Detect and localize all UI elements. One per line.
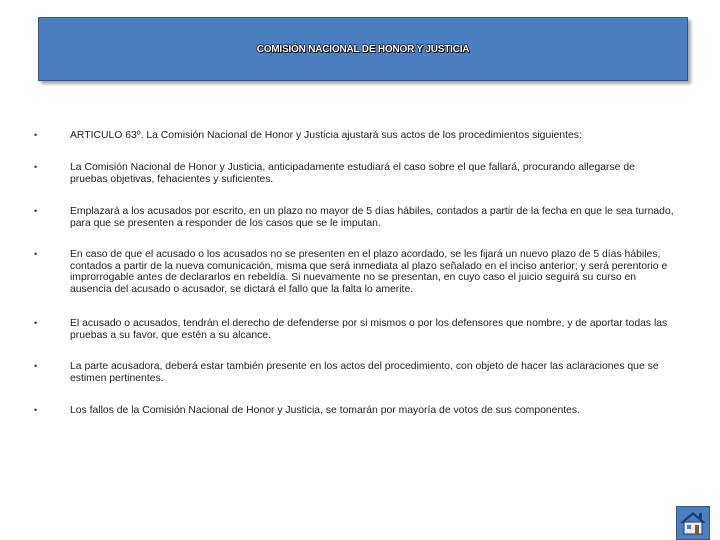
title-banner [38,17,688,81]
list-item-text: El acusado o acusados, tendrán el derecho de defenderse por si mismos o por los defensores que nombre, y de aportar todas las pruebas a su favor, que estén a su alcance. [70,318,668,341]
home-button[interactable] [676,506,710,540]
bullet-marker: • [34,206,38,216]
list-item-text: Emplazará a los acusados por escrito, en un plazo no mayor de 5 días hábiles, contados a partir de la fecha en que le sea turnado, para que se presenten a responder de los casos que se le imputan. [70,206,674,229]
list-item-text: Los fallos de la Comisión Nacional de Honor y Justicia, se tomarán por mayoría de votos de sus componentes. [70,405,580,416]
list-item [34,405,674,417]
bullet-marker: • [34,130,38,140]
list-item [34,361,674,384]
list-item [34,318,674,341]
list-item [34,249,674,295]
list-item [34,162,674,185]
bullet-marker: • [34,361,38,371]
bullet-marker: • [34,405,38,415]
list-item [34,130,674,142]
home-icon [679,510,707,536]
page-title: COMISIÓN NACIONAL DE HONOR Y JUSTICIA [256,43,470,55]
bullet-marker: • [34,318,38,328]
list-item [34,206,674,229]
list-item-text: La parte acusadora, deberá estar también presente en los actos del procedimiento, con objeto de hacer las aclaraciones que se estimen pertinentes. [70,361,659,384]
list-item-text: En caso de que el acusado o los acusados no se presenten en el plazo acordado, se les fijará un nuevo plazo de 5 días hábiles, contados a partir de la nueva comunicación, misma que será inmediata al plazo señalado en el inciso anterior; y será perentorio e improrrogable antes de declararlos en rebeldía. Si nuevamente no se presentan, en cuyo caso el juicio seguirá su curso en ausencia del acusado o acusador, se dictará el fallo que la falta lo amerite. [70,249,668,295]
bullet-marker: • [34,249,38,259]
list-item-text: ARTICULO 63º. La Comisión Nacional de Honor y Justicia ajustará sus actos de los procedimientos siguientes: [70,130,582,141]
bullet-marker: • [34,162,38,172]
list-item-text: La Comisión Nacional de Honor y Justicia, anticipadamente estudiará el caso sobre el que fallará, procurando allegarse de pruebas objetivas, fehacientes y suficientes. [70,162,635,185]
